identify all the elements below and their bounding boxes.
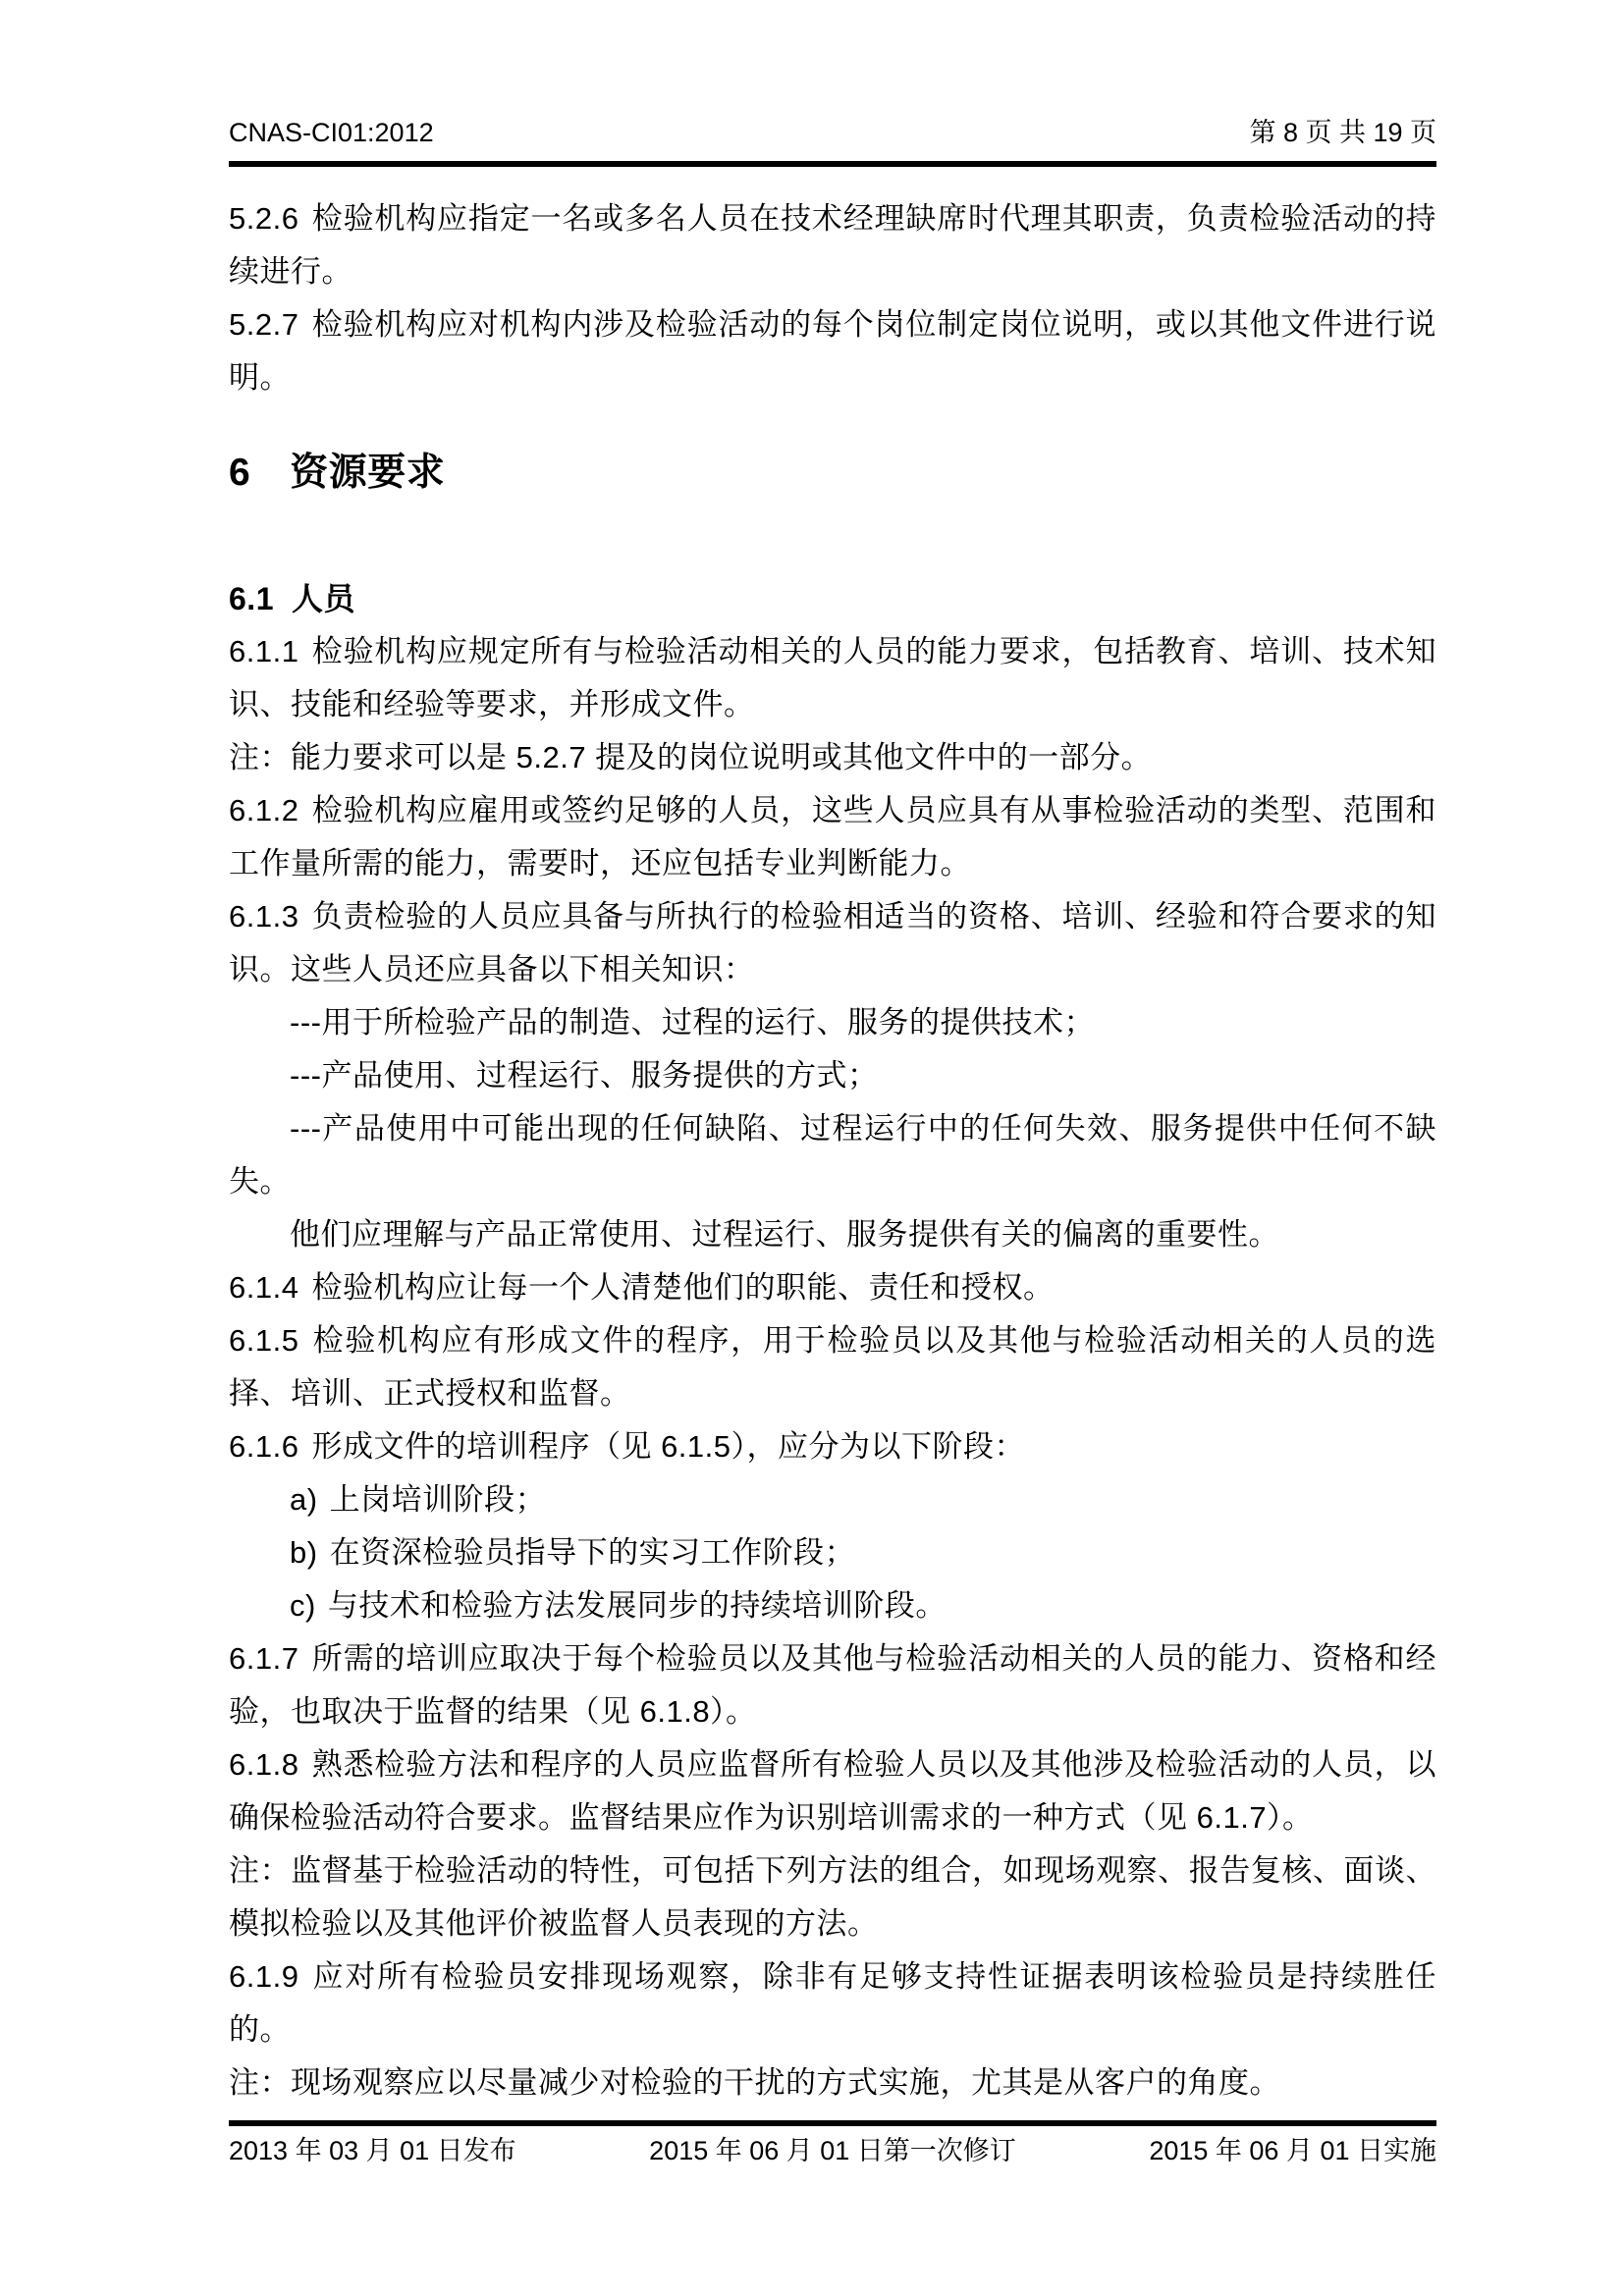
footer-revision-date: 2015 年 06 月 01 日第一次修订 bbox=[649, 2136, 1016, 2165]
clause-text: 检验机构应对机构内涉及检验活动的每个岗位制定岗位说明，或以其他文件进行说明。 bbox=[229, 307, 1436, 395]
clause-text: 负责检验的人员应具备与所执行的检验相适当的资格、培训、经验和符合要求的知识。这些人员还应具备以下相关知识： bbox=[229, 899, 1436, 987]
clause-number: c) bbox=[290, 1588, 316, 1623]
clause-a bbox=[229, 1473, 1436, 1526]
clause-5.2.6 bbox=[229, 192, 1436, 298]
clause-6.1.9 bbox=[229, 1950, 1436, 2056]
clause-6.1.6 bbox=[229, 1420, 1436, 1473]
clause-number: 6.1.7 bbox=[229, 1641, 299, 1676]
clause-number: 6.1.8 bbox=[229, 1747, 299, 1782]
clause-text: 所需的培训应取决于每个检验员以及其他与检验活动相关的人员的能力、资格和经验，也取决于监督的结果（见 6.1.8）。 bbox=[229, 1641, 1436, 1729]
note-paragraph bbox=[229, 2056, 1436, 2109]
dash-paragraph bbox=[229, 996, 1436, 1049]
dash-paragraph bbox=[229, 1102, 1436, 1208]
page-footer bbox=[229, 2120, 1436, 2167]
clause-number: b) bbox=[290, 1535, 318, 1570]
clause-number: 6 bbox=[229, 452, 251, 494]
clause-text: ---用于所检验产品的制造、过程的运行、服务的提供技术； bbox=[290, 1005, 1095, 1040]
clause-6.1.4 bbox=[229, 1261, 1436, 1314]
clause-number: 6.1.3 bbox=[229, 899, 299, 934]
clause-text: 在资深检验员指导下的实习工作阶段； bbox=[329, 1535, 856, 1570]
dash-paragraph bbox=[229, 1049, 1436, 1102]
clause-6.1.8 bbox=[229, 1738, 1436, 1844]
clause-text: 检验机构应指定一名或多名人员在技术经理缺席时代理其职责，负责检验活动的持续进行。 bbox=[229, 201, 1436, 289]
clause-text: 注：能力要求可以是 5.2.7 提及的岗位说明或其他文件中的一部分。 bbox=[229, 740, 1153, 774]
clause-6.1.2 bbox=[229, 784, 1436, 890]
clause-6.1.5 bbox=[229, 1314, 1436, 1420]
doc-code: CNAS-CI01:2012 bbox=[229, 118, 434, 147]
clause-number: 6.1.5 bbox=[229, 1323, 299, 1358]
footer-implementation-date: 2015 年 06 月 01 日实施 bbox=[1149, 2136, 1436, 2165]
clause-number: a) bbox=[290, 1482, 318, 1517]
page-header bbox=[229, 117, 1436, 167]
clause-text: ---产品使用中可能出现的任何缺陷、过程运行中的任何失效、服务提供中任何不缺失。 bbox=[229, 1111, 1436, 1199]
indent-paragraph bbox=[229, 1208, 1436, 1261]
clause-text: 上岗培训阶段； bbox=[329, 1482, 547, 1517]
clause-text: 注：现场观察应以尽量减少对检验的干扰的方式实施，尤其是从客户的角度。 bbox=[229, 2065, 1280, 2100]
clause-number: 6.1 bbox=[229, 581, 274, 616]
footer-issue-date: 2013 年 03 月 01 日发布 bbox=[229, 2136, 516, 2165]
clause-6.1.7 bbox=[229, 1632, 1436, 1738]
clause-text: 应对所有检验员安排现场观察，除非有足够支持性证据表明该检验员是持续胜任的。 bbox=[229, 1959, 1436, 2047]
clause-text: 检验机构应雇用或签约足够的人员，这些人员应具有从事检验活动的类型、范围和工作量所需的能力，需要时，还应包括专业判断能力。 bbox=[229, 793, 1436, 881]
clause-5.2.7 bbox=[229, 298, 1436, 404]
clause-number: 6.1.9 bbox=[229, 1959, 299, 1994]
clause-number: 5.2.6 bbox=[229, 201, 299, 236]
clause-number: 6.1.2 bbox=[229, 793, 299, 828]
clause-number: 6.1.4 bbox=[229, 1270, 299, 1305]
clause-text: 形成文件的培训程序（见 6.1.5），应分为以下阶段： bbox=[311, 1429, 1026, 1464]
section-heading-6 bbox=[229, 446, 1436, 501]
subsection-heading-6.1 bbox=[229, 572, 1436, 625]
page-number: 第 8 页 共 19 页 bbox=[1249, 118, 1436, 147]
clause-text: 资源要求 bbox=[290, 452, 446, 494]
clause-text: 人员 bbox=[291, 581, 355, 616]
clause-6.1.3 bbox=[229, 890, 1436, 996]
clause-b bbox=[229, 1526, 1436, 1579]
clause-text: 检验机构应有形成文件的程序，用于检验员以及其他与检验活动相关的人员的选择、培训、正式授权和监督。 bbox=[229, 1323, 1436, 1411]
clause-text: 检验机构应让每一个人清楚他们的职能、责任和授权。 bbox=[311, 1270, 1055, 1305]
clause-text: 与技术和检验方法发展同步的持续培训阶段。 bbox=[327, 1588, 947, 1623]
clause-number: 5.2.7 bbox=[229, 307, 299, 342]
clause-number: 6.1.6 bbox=[229, 1429, 299, 1464]
clause-6.1.1 bbox=[229, 625, 1436, 731]
clause-text: 检验机构应规定所有与检验活动相关的人员的能力要求，包括教育、培训、技术知识、技能和经验等要求，并形成文件。 bbox=[229, 634, 1436, 721]
clause-text: 他们应理解与产品正常使用、过程运行、服务提供有关的偏离的重要性。 bbox=[290, 1217, 1279, 1252]
note-paragraph bbox=[229, 731, 1436, 784]
clause-text: 注：监督基于检验活动的特性，可包括下列方法的组合，如现场观察、报告复核、面谈、模拟检验以及其他评价被监督人员表现的方法。 bbox=[229, 1853, 1436, 1941]
note-paragraph bbox=[229, 1844, 1436, 1950]
clause-number: 6.1.1 bbox=[229, 634, 299, 668]
clause-c bbox=[229, 1579, 1436, 1632]
clause-text: 熟悉检验方法和程序的人员应监督所有检验人员以及其他涉及检验活动的人员，以确保检验活动符合要求。监督结果应作为识别培训需求的一种方式（见 6.1.7）。 bbox=[229, 1747, 1436, 1835]
document-body bbox=[229, 192, 1436, 2109]
clause-text: ---产品使用、过程运行、服务提供的方式； bbox=[290, 1058, 879, 1093]
